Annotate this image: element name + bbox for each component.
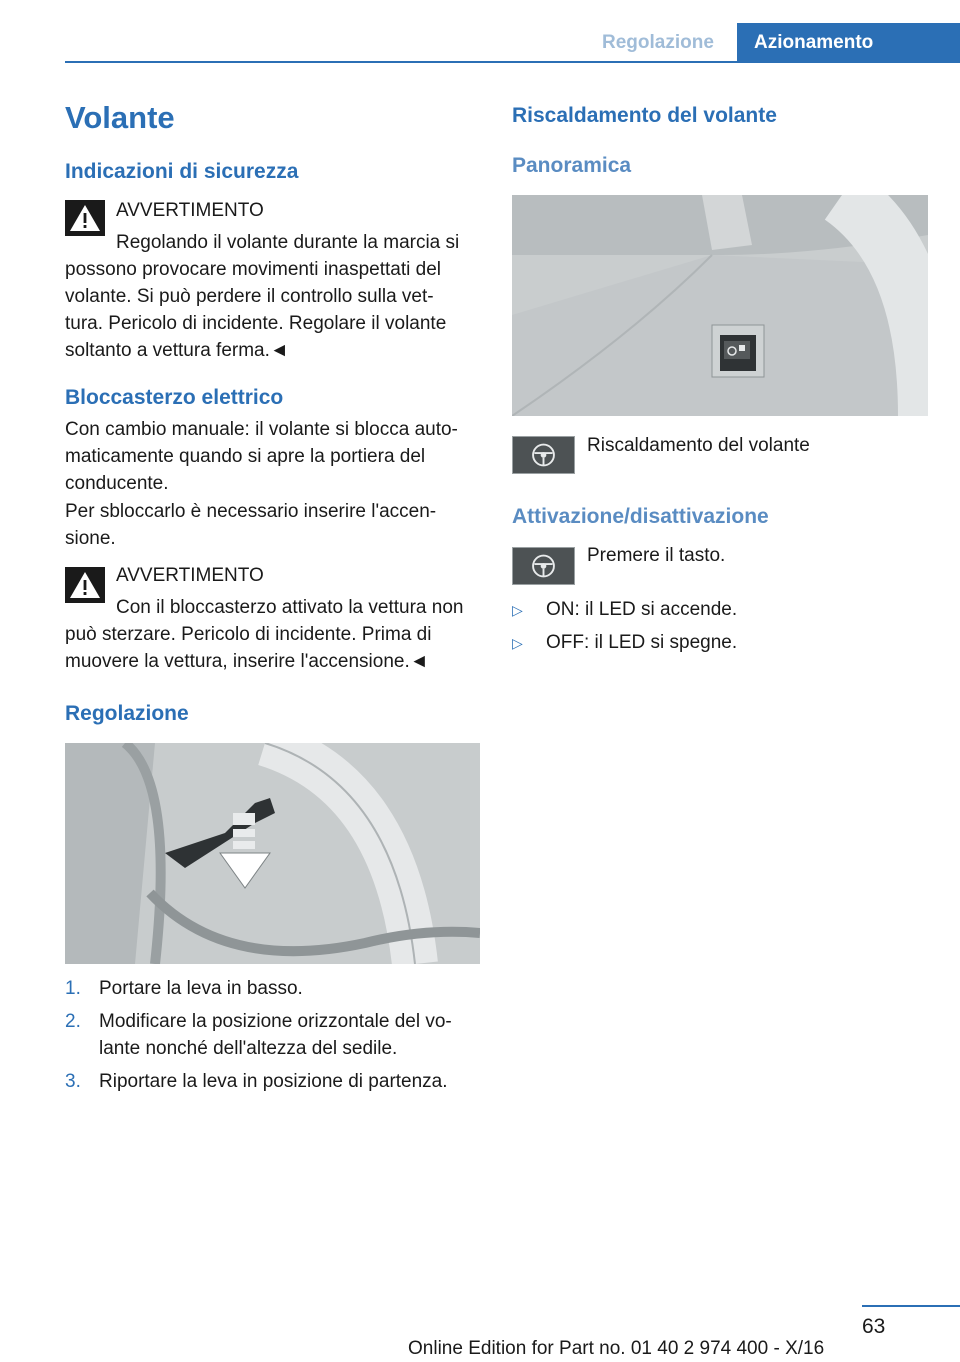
bullet-text: ON: il LED si accende.	[546, 599, 738, 620]
lock-heading: Bloccasterzo elettrico	[65, 386, 284, 409]
footer-rule	[862, 1305, 960, 1307]
unlock-paragraph	[65, 498, 436, 552]
text-line: conducente.	[65, 473, 169, 494]
header-rule	[65, 61, 960, 63]
steps-list	[65, 975, 480, 1095]
bullet-marker-icon: ▷	[512, 602, 523, 618]
press-instruction: Premere il tasto.	[587, 545, 726, 566]
bullet-list	[512, 596, 737, 656]
overview-heading: Panoramica	[512, 154, 632, 177]
text-line: maticamente quando si apre la portiera del	[65, 446, 426, 467]
toggle-heading: Attivazione/disattivazione	[512, 505, 769, 528]
warning-text-first: Con il bloccasterzo attivato la vettura non	[116, 597, 464, 618]
steering-wheel-heating-icon	[512, 547, 575, 585]
text-line: Riportare la leva in posizione di partenza.	[99, 1071, 448, 1092]
warning-label: AVVERTIMENTO	[116, 200, 264, 221]
list-item	[512, 629, 737, 656]
list-item	[65, 1008, 480, 1062]
page-title: Volante	[65, 100, 175, 135]
list-item	[65, 975, 480, 1002]
steering-column-illustration	[512, 195, 928, 416]
warning-icon	[65, 200, 105, 236]
list-item	[512, 596, 737, 623]
list-number: 2.	[65, 1011, 81, 1032]
header-tab	[737, 23, 960, 61]
adjust-heading: Regolazione	[65, 702, 189, 725]
page-number: 63	[862, 1315, 886, 1338]
header-tab-label: Azionamento	[754, 32, 874, 53]
text-line: tura. Pericolo di incidente. Regolare il volante	[65, 313, 447, 334]
lock-paragraph	[65, 416, 458, 497]
heating-heading: Riscaldamento del volante	[512, 104, 777, 127]
warning-text	[65, 256, 446, 364]
text-line: Portare la leva in basso.	[99, 978, 303, 999]
text-line: lante nonché dell'altezza del sedile.	[99, 1038, 398, 1059]
list-number: 1.	[65, 978, 81, 999]
text-line: Modificare la posizione orizzontale del vo-	[99, 1011, 452, 1032]
button-label: Riscaldamento del volante	[587, 435, 810, 456]
text-line: soltanto a vettura ferma.◄	[65, 340, 289, 361]
text-line: Per sbloccarlo è necessario inserire l'accen-	[65, 501, 437, 522]
text-line: può sterzare. Pericolo di incidente. Prima di	[65, 624, 432, 645]
lever-illustration	[65, 743, 480, 964]
bullet-text: OFF: il LED si spegne.	[546, 632, 738, 653]
warning-icon	[65, 567, 105, 603]
edition-text: Online Edition for Part no. 01 40 2 974 400 - X/16	[408, 1338, 825, 1359]
bullet-marker-icon: ▷	[512, 635, 523, 651]
text-line: sione.	[65, 528, 116, 549]
warning-text	[65, 621, 431, 675]
text-line: muovere la vettura, inserire l'accensione.◄	[65, 651, 429, 672]
text-line: Con cambio manuale: il volante si blocca auto-	[65, 419, 458, 440]
warning-label: AVVERTIMENTO	[116, 565, 264, 586]
list-item	[65, 1068, 480, 1095]
list-number: 3.	[65, 1071, 81, 1092]
header-section: Regolazione	[602, 32, 714, 53]
steering-wheel-heating-icon	[512, 436, 575, 474]
text-line: volante. Si può perdere il controllo sulla vet-	[65, 286, 434, 307]
warning-text-first: Regolando il volante durante la marcia si	[116, 232, 460, 253]
safety-heading: Indicazioni di sicurezza	[65, 160, 299, 183]
text-line: possono provocare movimenti inaspettati del	[65, 259, 441, 280]
